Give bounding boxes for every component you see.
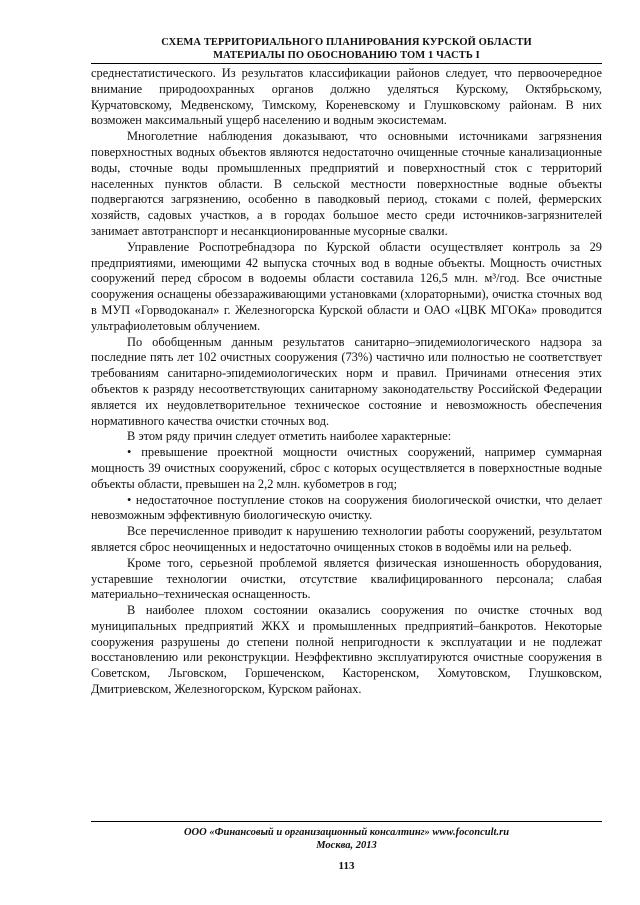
paragraph: По обобщенным данным результатов санитарно–эпидемиологического надзора за последние пять лет 102 очистных сооружения (73%) частично или полностью не соответствует требованиям санитарно-эпидемиологических норм и правил. Причинами отнесения этих объектов к разряду несоответствующих санитарному законодательству Российской Федерации является их неудовлетворительное техническое состояние и невозможность обеспечения нормативного качества очистки сточных вод. xyxy=(91,334,602,428)
document-body xyxy=(91,66,602,698)
paragraph: Кроме того, серьезной проблемой является физическая изношенность оборудования, устаревшие технологии очистки, отсутствие квалифицированного персонала; слабая материально–техническая оснащенность. xyxy=(91,555,602,602)
paragraph: Все перечисленное приводит к нарушению технологии работы сооружений, результатом является сброс неочищенных и недостаточно очищенных стоков в водоёмы или на рельеф. xyxy=(91,524,602,554)
paragraph: среднестатистического. Из результатов классификации районов следует, что первоочередное внимание природоохранных органов должно уделяться Курскому, Октябрьскому, Курчатовскому, Медвенскому, Тимскому, Кореневскому и Глушковскому районам. В них возможен максимальный ущерб населению и водным экосистемам. xyxy=(91,66,602,128)
bullet-item: • превышение проектной мощности очистных сооружений, например суммарная мощность 39 очистных сооружений, сброс с которых осуществляется в поверхностные водные объекты области, превышен на 2,2 млн. кубометров в год; xyxy=(91,445,602,491)
paragraph: Многолетние наблюдения доказывают, что основными источниками загрязнения поверхностных водных объектов являются недостаточно очищенные сточные канализационные воды, сточные воды промышленных предприятий и поверхностный сток с территорий населенных пунктов области. В сельской местности поверхностные водные объекты подвергаются загрязнению, особенно в паводковый период, стоками с полей, фермерских хозяйств, садовых участков, а в городах большое место среди источников-загрязнителей занимает автотранспорт и несанкционированные мусорные свалки. xyxy=(91,129,602,238)
paragraph: В этом ряду причин следует отметить наиболее характерные: xyxy=(127,429,452,444)
paragraph: В наиболее плохом состоянии оказались сооружения по очистке сточных вод муниципальных предприятий ЖКХ и промышленных предприятий–банкротов. Некоторые сооружения разрушены до степени полной непригодности к эксплуатации и не подлежат восстановлению или реконструкции. Неэффективно эксплуатируются очистные сооружения в Советском, Льговском, Горшеченском, Касторенском, Хомутовском, Глушковском, Дмитриевском, Железногорском, Курском районах. xyxy=(91,603,602,697)
paragraph: Управление Роспотребнадзора по Курской области осуществляет контроль за 29 предприятиями, имеющими 42 выпуска сточных вод в водные объекты. Мощность очистных сооружений перед сбросом в водоемы области составила 126,5 млн. м³/год. Все очистные сооружения оснащены обеззараживающими установками (хлораторными), очистка сточных вод в МУП «Горводоканал» г. Железногорска Курской области и ОАО «ЦВК МГОКа» проводится ультрафиолетовым облучением. xyxy=(91,239,602,333)
page-header xyxy=(91,36,602,62)
bullet-item: • недостаточное поступление стоков на сооружения биологической очистки, что делает невозможным эффективную биологическую очистку. xyxy=(91,492,602,523)
header-rule xyxy=(91,63,602,64)
footer-company: ООО «Финансовый и организационный консалтинг» www.foconcult.ru xyxy=(183,827,510,838)
page-number: 113 xyxy=(338,860,355,872)
footer-city-year: Москва, 2013 xyxy=(316,840,377,851)
header-title: СХЕМА ТЕРРИТОРИАЛЬНОГО ПЛАНИРОВАНИЯ КУРСКОЙ ОБЛАСТИ xyxy=(161,37,532,48)
page-footer xyxy=(91,826,602,852)
header-subtitle: МАТЕРИАЛЫ ПО ОБОСНОВАНИЮ ТОМ 1 ЧАСТЬ I xyxy=(213,50,480,61)
footer-rule xyxy=(91,821,602,822)
